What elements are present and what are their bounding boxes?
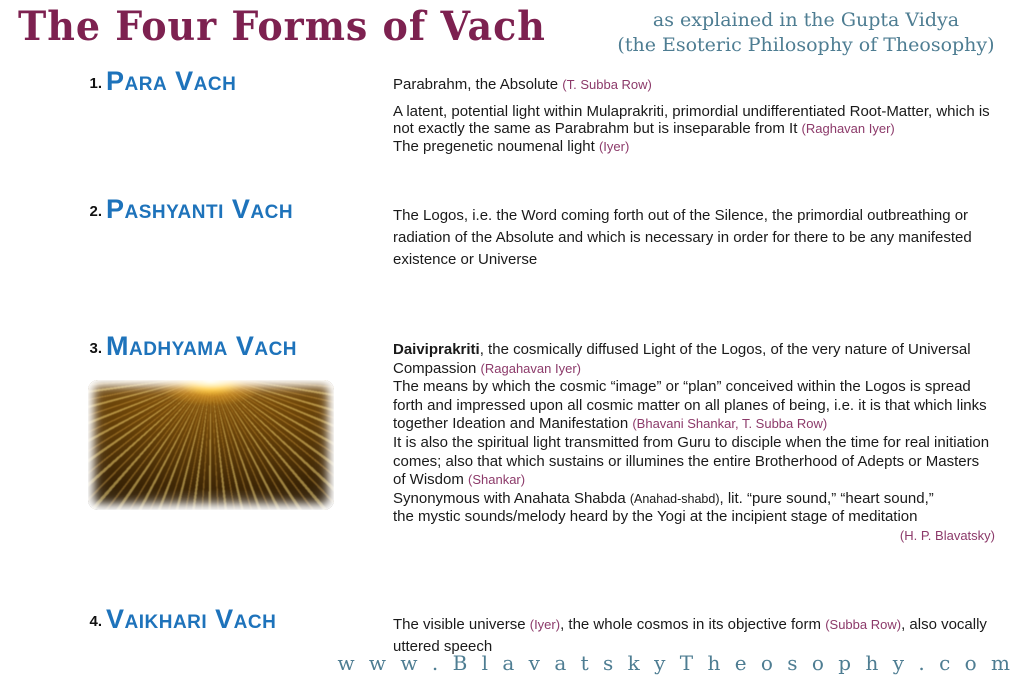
- text-segment: , lit. “pure sound,” “heart sound,”: [719, 489, 934, 507]
- text-segment: It is also the spiritual light transmitted from Guru to disciple when the time for real initiation comes; also that which sustains or illumines the entire Brotherhood of Adepts or Masters of Wisdom: [393, 433, 990, 489]
- item-text-madhyama-vach: [393, 341, 995, 546]
- text-segment: The pregenetic noumenal light: [393, 138, 599, 156]
- text-segment: (Iyer): [529, 617, 561, 632]
- item-label-vaikhari-vach: Vaikhari Vach: [106, 604, 277, 634]
- item-number-1: 1.: [89, 75, 102, 92]
- website-url: w w w . B l a v a t s k y T h e o s o p h y . c o m: [337, 651, 1014, 675]
- page-subtitle: [596, 8, 1016, 57]
- text-segment: (H. P. Blavatsky): [899, 527, 995, 543]
- text-segment: (Subba Row): [825, 617, 902, 632]
- page-title: The Four Forms of Vach: [18, 2, 546, 50]
- text-segment: , also vocally uttered speech: [393, 616, 987, 655]
- text-segment: The Logos, i.e. the Word coming forth out of the Silence, the primordial outbreathing or radiation of the Absolute and which is necessary in order for there to be any manifested existence or Universe: [393, 207, 972, 268]
- golden-light-image: [88, 380, 334, 510]
- text-segment: (Anahad-shabd): [629, 491, 720, 506]
- text-segment: Parabrahm, the Absolute: [393, 76, 563, 93]
- text-segment: , the whole cosmos in its objective form: [560, 616, 826, 633]
- item-label-madhyama-vach: Madhyama Vach: [106, 331, 298, 361]
- item-text-para-vach: [393, 76, 995, 156]
- text-segment: (T. Subba Row): [562, 77, 652, 92]
- golden-light-soft-border: [88, 380, 334, 510]
- text-segment: Daiviprakriti: [393, 341, 480, 358]
- text-segment: Synonymous with Anahata Shabda: [393, 489, 630, 507]
- item-label-pashyanti-vach: Pashyanti Vach: [106, 194, 294, 224]
- subtitle-line-1: as explained in the Gupta Vidya: [652, 9, 960, 31]
- text-segment: (Iyer): [598, 139, 630, 155]
- item-number-4: 4.: [89, 613, 102, 630]
- text-segment: (Shankar): [468, 472, 526, 488]
- text-segment: (Raghavan Iyer): [801, 121, 895, 137]
- text-segment: (Bhavani Shankar, T. Subba Row): [632, 416, 828, 432]
- text-segment: (Ragahavan Iyer): [480, 360, 581, 376]
- subtitle-line-2: (the Esoteric Philosophy of Theosophy): [617, 33, 995, 56]
- text-segment: , the cosmically diffused Light of the Logos, of the very nature of Universal Compassion: [393, 341, 971, 377]
- text-segment: the mystic sounds/melody heard by the Yogi at the incipient stage of meditation: [393, 508, 918, 526]
- item-number-2: 2.: [89, 203, 102, 220]
- text-segment: The visible universe: [393, 616, 530, 633]
- item-number-3: 3.: [89, 340, 102, 357]
- item-label-para-vach: Para Vach: [106, 66, 237, 96]
- text-segment: The means by which the cosmic “image” or “plan” conceived within the Logos is spread forth and impressed upon all cosmic matter on all planes of being, i.e. it is that which links together Ideation and Manifestation: [393, 378, 987, 433]
- item-text-pashyanti-vach: [393, 205, 995, 270]
- text-segment: A latent, potential light within Mulaprakriti, primordial undifferentiated Root-Matter, which is not exactly the same as Parabrahm but is inseparable from It: [393, 102, 990, 138]
